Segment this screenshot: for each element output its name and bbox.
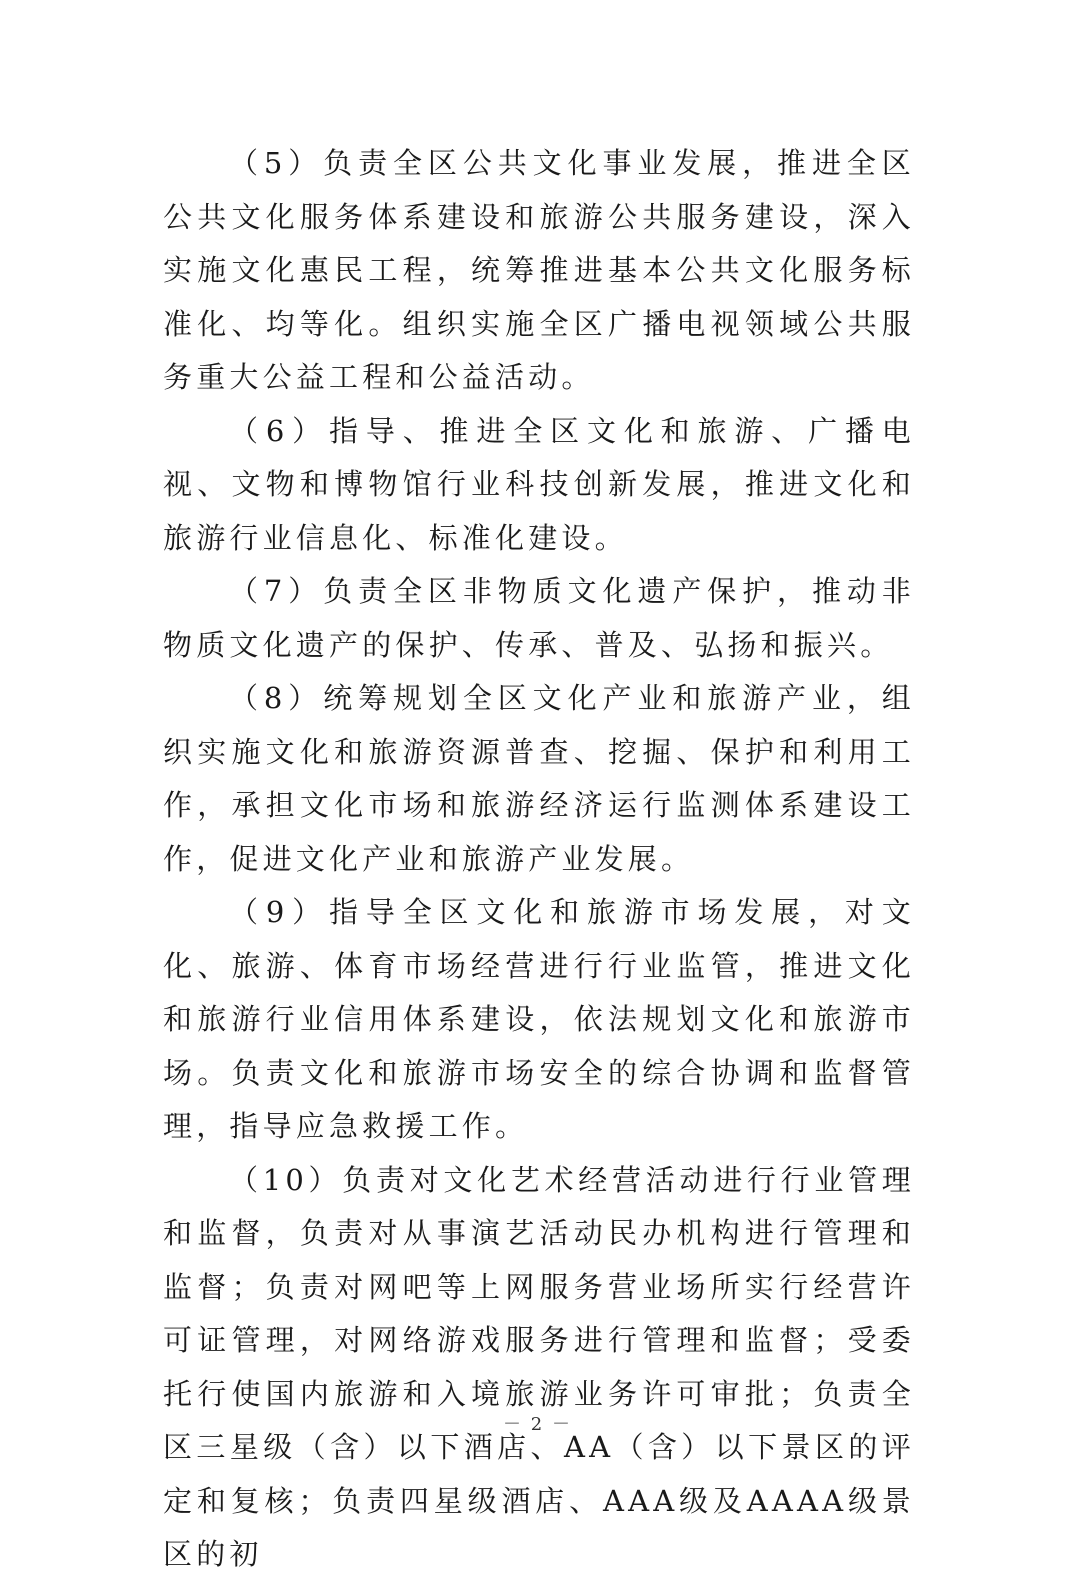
paragraph-item-8: （8）统筹规划全区文化产业和旅游产业，组织实施文化和旅游资源普查、挖掘、保护和利用工作，承担文化市场和旅游经济运行监测体系建设工作，促进文化产业和旅游产业发展。 — [163, 681, 915, 876]
document-body — [163, 137, 915, 1582]
paragraph-item-10: （10）负责对文化艺术经营活动进行行业管理和监督，负责对从事演艺活动民办机构进行管理和监督；负责对网吧等上网服务营业场所实行经营许可证管理，对网络游戏服务进行管理和监督；受委托行使国内旅游和入境旅游业务许可审批；负责全区三星级（含）以下酒店、AA（含）以下景区的评定和复核；负责四星级酒店、AAA级及AAAA级景区的初 — [163, 1162, 915, 1571]
paragraph-item-7: （7）负责全区非物质文化遗产保护，推动非物质文化遗产的保护、传承、普及、弘扬和振兴。 — [163, 574, 915, 662]
page-number: － 2 － — [503, 1414, 572, 1435]
paragraph-item-5: （5）负责全区公共文化事业发展，推进全区公共文化服务体系建设和旅游公共服务建设，深入实施文化惠民工程，统筹推进基本公共文化服务标准化、均等化。组织实施全区广播电视领域公共服务重大公益工程和公益活动。 — [163, 146, 915, 394]
paragraph-item-9: （9）指导全区文化和旅游市场发展，对文化、旅游、体育市场经营进行行业监管，推进文化和旅游行业信用体系建设，依法规划文化和旅游市场。负责文化和旅游市场安全的综合协调和监督管理，指导应急救援工作。 — [163, 895, 915, 1143]
paragraph-item-6: （6）指导、推进全区文化和旅游、广播电视、文物和博物馆行业科技创新发展，推进文化和旅游行业信息化、标准化建设。 — [163, 413, 915, 555]
